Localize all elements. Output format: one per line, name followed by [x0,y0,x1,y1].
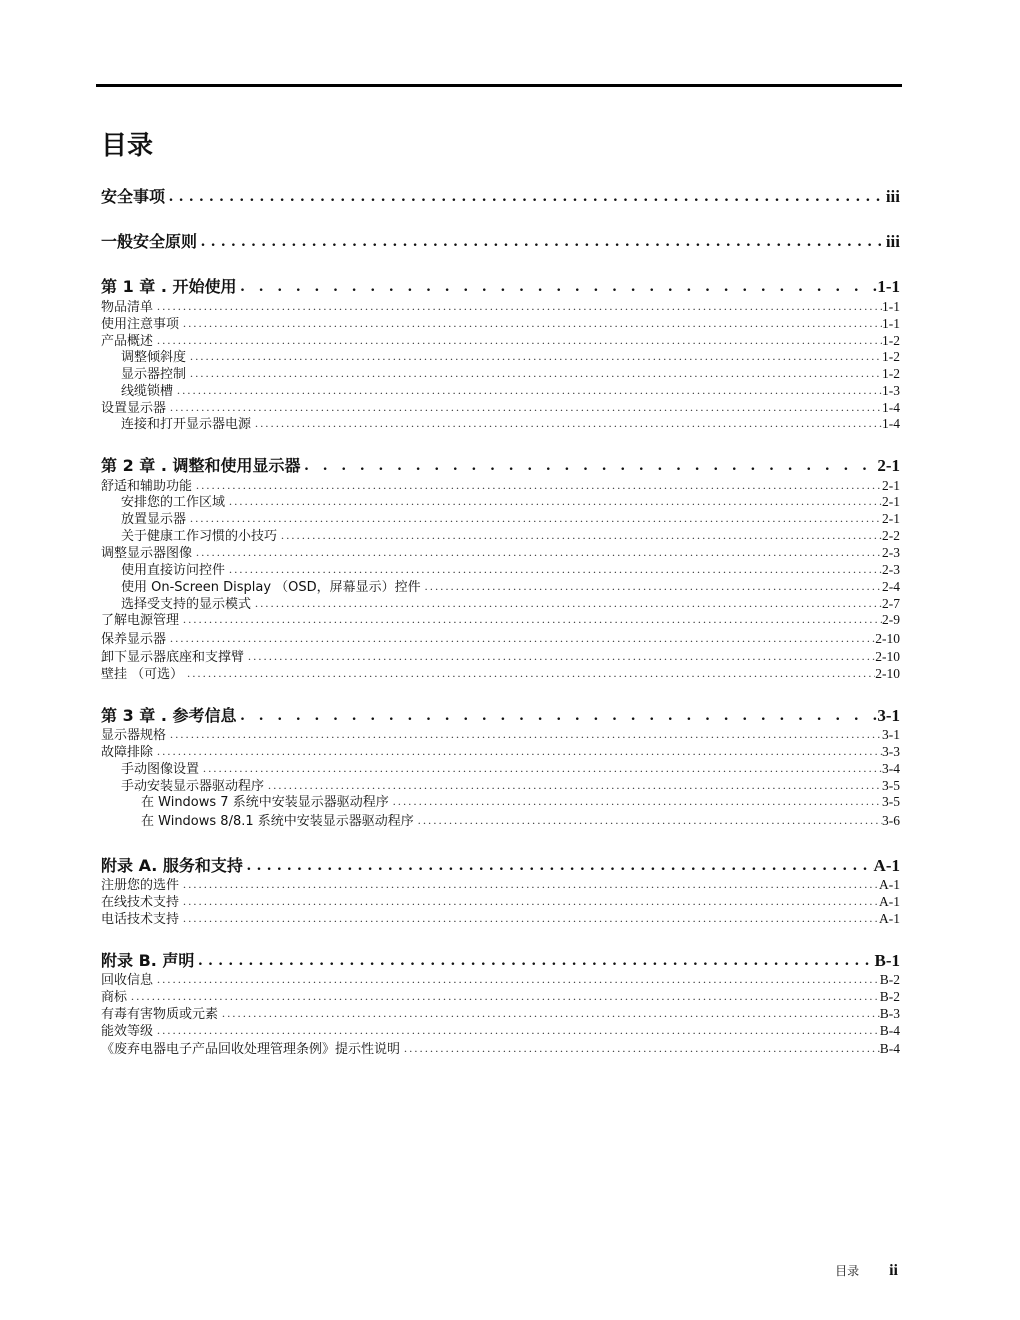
dot-leader [179,911,879,926]
toc-entry[interactable] [101,791,900,810]
toc-entry-page: 1-3 [882,383,900,398]
toc-entry-page: A-1 [873,856,900,875]
toc-entry-page: 2-3 [882,545,900,560]
toc-entry-page: 3-5 [882,778,900,793]
header-rule [96,84,902,87]
toc-entry[interactable] [101,908,900,927]
toc-entry-label: 线缆锁槽 [121,384,174,399]
dot-leader [194,952,874,970]
toc-entry-label: 在 Windows 8/8.1 系统中安装显示器驱动程序 [141,814,414,829]
toc-entry-page: B-1 [874,951,900,970]
toc-entry-page: 1-1 [877,277,900,296]
toc-entry-label: 连接和打开显示器电源 [121,417,252,432]
toc-entry-page: B-2 [879,989,900,1004]
toc-entry-page: 2-1 [882,494,900,509]
toc-entry-page: 2-1 [877,456,900,475]
toc-entry-page: 3-1 [877,706,900,725]
toc-entry-label: 故障排除 [101,745,154,760]
dot-leader [218,1006,880,1021]
toc-chapter-entry[interactable] [101,184,900,207]
dot-leader [225,494,882,509]
dot-leader [389,794,882,809]
dot-leader [179,894,879,909]
toc-entry-label: 注册您的选件 [101,878,180,893]
toc-entry-label: 安排您的工作区域 [121,495,226,510]
dot-leader [400,1041,880,1056]
toc-entry-label: 设置显示器 [101,401,167,416]
toc-entry-page: 2-1 [882,511,900,526]
toc-entry-label: 《废弃电器电子产品回收处理管理条例》提示性说明 [101,1042,401,1057]
toc-entry-label: 附录 A. 服务和支持 [101,856,243,875]
toc-chapter-entry[interactable] [101,948,900,971]
page-title: 目录 [101,131,154,161]
toc-entry[interactable] [101,1038,900,1057]
toc-entry-label: 显示器控制 [121,367,187,382]
toc-entry-label: 电话技术支持 [101,912,180,927]
toc-entry-label: 调整倾斜度 [121,350,187,365]
footer-section-label: 目录 [835,1264,860,1278]
toc-entry-label: 壁挂 （可选） [101,667,184,682]
toc-entry-label: 第 3 章 . 参考信息 [101,706,237,725]
toc-entry-page: B-4 [879,1023,900,1038]
dot-leader [414,813,882,828]
dot-leader [179,316,882,331]
toc-entry-page: B-2 [879,972,900,987]
dot-leader [186,511,882,526]
toc-entry-label: 在线技术支持 [101,895,180,910]
toc-entry-page: A-1 [879,894,900,909]
toc-entry-page: 1-2 [882,349,900,364]
toc-entry-page: 1-1 [882,299,900,314]
dot-leader [301,457,878,475]
toc-entry-page: 3-6 [882,813,900,828]
dot-leader [277,528,882,543]
dot-leader [127,989,880,1004]
toc-entry-page: 2-7 [882,596,900,611]
toc-entry-page: B-4 [879,1041,900,1056]
toc-chapter-entry[interactable] [101,229,900,252]
toc-entry-page: 2-4 [882,579,900,594]
dot-leader [186,349,882,364]
dot-leader [237,278,878,296]
toc-entry-page: 2-1 [882,478,900,493]
dot-leader [192,545,882,560]
toc-entry-label: 回收信息 [101,973,154,988]
footer-page-number: ii [889,1262,898,1279]
toc-entry-label: 手动图像设置 [121,762,200,777]
toc-entry-label: 手动安装显示器驱动程序 [121,779,265,794]
dot-leader [243,857,874,875]
toc-entry-label: 在 Windows 7 系统中安装显示器驱动程序 [141,795,389,810]
dot-leader [244,649,875,664]
toc-entry-label: 了解电源管理 [101,613,180,628]
toc-entry-page: 1-1 [882,316,900,331]
toc-entry-label: 选择受支持的显示模式 [121,597,252,612]
toc-entry-label: 商标 [101,990,128,1005]
toc-entry-label: 调整显示器图像 [101,546,193,561]
toc-entry-label: 舒适和辅助功能 [101,479,193,494]
toc-entry[interactable] [101,1020,900,1039]
dot-leader [197,233,886,251]
toc-entry-label: 放置显示器 [121,512,187,527]
dot-leader [199,761,882,776]
toc-entry-page: 3-3 [882,744,900,759]
toc-entry-label: 使用直接访问控件 [121,563,226,578]
dot-leader [165,188,886,206]
toc-entry-label: 有毒有害物质或元素 [101,1007,219,1022]
toc-entry-label: 能效等级 [101,1024,154,1039]
toc-chapter-entry[interactable] [101,274,900,297]
dot-leader [173,383,882,398]
dot-leader [153,299,882,314]
dot-leader [183,666,875,681]
page-footer [835,1262,898,1280]
dot-leader [237,707,878,725]
toc-entry-page: 2-3 [882,562,900,577]
dot-leader [179,877,879,892]
toc-entry[interactable] [101,628,900,647]
dot-leader [166,631,875,646]
dot-leader [153,744,882,759]
toc-entry-page: 3-5 [882,794,900,809]
toc-entry-label: 产品概述 [101,334,154,349]
toc-chapter-entry[interactable] [101,453,900,476]
toc-entry-label: 卸下显示器底座和支撑臂 [101,650,245,665]
toc-entry-page: 1-4 [882,400,900,415]
dot-leader [179,612,882,627]
toc-entry-page: A-1 [879,877,900,892]
toc-entry-label: 显示器规格 [101,728,167,743]
toc-entry-label: 使用 On-Screen Display （OSD，屏幕显示）控件 [121,580,421,595]
toc-entry-label: 使用注意事项 [101,317,180,332]
toc-entry-label: 保养显示器 [101,632,167,647]
toc-entry-page: 3-4 [882,761,900,776]
toc-entry-page: iii [885,232,900,251]
toc-entry-page: 2-2 [882,528,900,543]
toc-entry-label: 关于健康工作习惯的小技巧 [121,529,278,544]
toc-entry[interactable] [101,413,900,432]
dot-leader [166,727,882,742]
toc-entry-page: 1-2 [882,333,900,348]
toc-entry-label: 第 2 章 . 调整和使用显示器 [101,456,301,475]
toc-entry-page: 3-1 [882,727,900,742]
toc-entry-page: iii [885,187,900,206]
dot-leader [186,366,882,381]
toc-entry[interactable] [101,609,900,628]
toc-entry-page: 1-4 [882,416,900,431]
toc-entry-label: 安全事项 [101,187,166,206]
toc-entry-page: 2-9 [882,612,900,627]
toc-entry[interactable] [101,663,900,682]
toc-entry-label: 物品清单 [101,300,154,315]
toc-entry-page: 1-2 [882,366,900,381]
toc-entry-page: 2-10 [875,649,900,664]
toc-entry-label: 第 1 章 . 开始使用 [101,277,237,296]
dot-leader [421,579,882,594]
toc-entry[interactable] [101,810,900,829]
dot-leader [225,562,882,577]
toc-entry-label: 附录 B. 声明 [101,951,195,970]
dot-leader [153,972,880,987]
toc-entry-label: 一般安全原则 [101,232,198,251]
dot-leader [153,1023,880,1038]
toc-entry-page: A-1 [879,911,900,926]
toc-entry-page: 2-10 [875,666,900,681]
dot-leader [251,416,882,431]
toc-entry-page: B-3 [879,1006,900,1021]
toc-entry-page: 2-10 [875,631,900,646]
toc-chapter-entry[interactable] [101,703,900,726]
toc-chapter-entry[interactable] [101,853,900,876]
